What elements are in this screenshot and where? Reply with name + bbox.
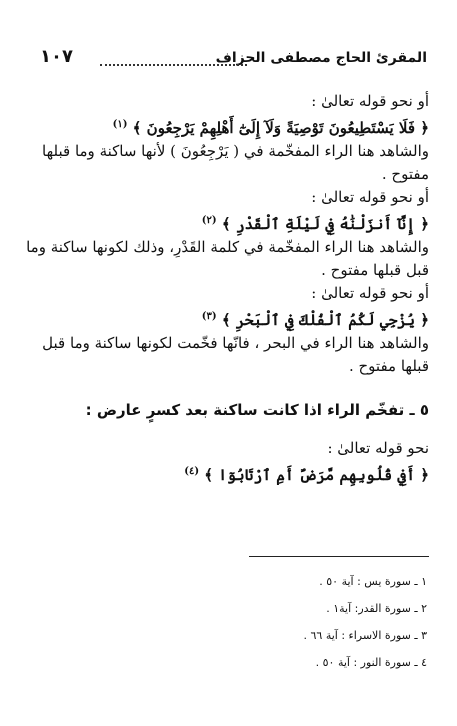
quran-verse-line [30,305,429,332]
footnote: ١ ـ سورة يس : آية ٥٠ . [319,575,427,588]
text-line: مفتوح . [381,165,429,183]
quran-verse-line [30,460,429,487]
main-text [26,90,429,487]
footnote-ref: (٤) [184,466,200,477]
header-dot-leader [100,64,247,66]
header-title: المقرئ الحاج مصطفى الحزاف [215,50,427,66]
footnote-ref: (١) [112,119,128,130]
quran-verse: ﴿ فَلَا يَسْتَطِيعُونَ تَوْصِيَةً وَلَآ إِلَىٰٓ أَهْلِهِمْ يَرْجِعُونَ ﴾ [132,119,429,137]
text-line: قبل قبلها مفتوح . [321,261,429,279]
footnote: ٢ ـ سورة القدر: آية١ . [326,602,427,615]
quran-verse: ﴿ يُزْجِي لَكُمُ ٱلْفُلْكَ فِي ٱلْبَحْرِ ﴾ [221,311,429,329]
text-line: نحو قوله تعالىٰ : [327,439,429,457]
text-line: والشاهد هنا الراء المفخّمة في ( يَرْجِعُونَ ) لأنها ساكنة وما قبلها [42,142,429,160]
footnotes [304,568,428,676]
text-line: قبلها مفتوح . [348,357,429,375]
text-line: أو نحو قوله تعالىٰ : [311,284,429,302]
running-header [40,38,427,78]
quran-verse: ﴿ إِنَّآ أَنزَلْنَٰهُ فِي لَيْلَةِ ٱلْقَدْرِ ﴾ [221,215,429,233]
footnote: ٣ ـ سورة الاسراء : آية ٦٦ . [303,629,427,642]
footnote: ٤ ـ سورة النور : آية ٥٠ . [315,656,427,669]
quran-verse-line [30,113,429,140]
section-heading: ٥ ـ تفخّم الراء اذا كانت ساكنة بعد كسرٍ عارض : [85,401,429,419]
quran-verse: ﴿ أَفِي قُلُوبِهِم مَّرَضٌ أَمِ ٱرْتَابُوٓا ﴾ [204,466,429,484]
text-line: والشاهد هنا الراء في البحر ، فانّها فخّمت لكونها ساكنة وما قبل [42,334,429,352]
text-line: أو نحو قوله تعالىٰ : [311,92,429,110]
page-number: ١٠٧ [40,46,73,67]
text-line: أو نحو قوله تعالىٰ : [311,188,429,206]
footnote-separator [249,556,429,557]
footnote-ref: (٢) [201,215,217,226]
quran-verse-line [30,209,429,236]
footnote-ref: (٣) [201,311,217,322]
text-line: والشاهد هنا الراء المفخّمة في كلمة القَدْرِ، وذلك لكونها ساكنة وما [26,238,429,256]
